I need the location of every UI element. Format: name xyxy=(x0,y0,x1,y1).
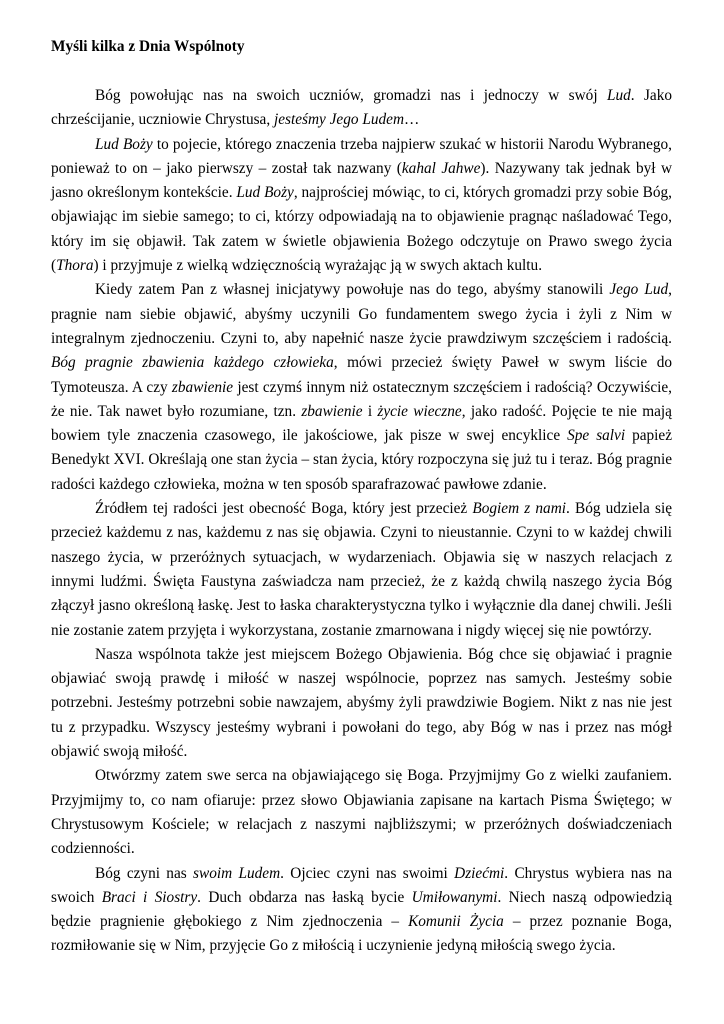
emphasis-text: zbawienie xyxy=(171,378,234,396)
text-run: . Ojciec czyni nas swoimi xyxy=(280,864,455,882)
text-run: Nasza wspólnota także jest miejscem Bożego Objawienia. Bóg chce się objawiać i pragnie objawiać swoją prawdę i miłość w naszej wspólnocie, poprzez nas samych. Jesteśmy sobie potrzebni. Jesteśmy potrzebni sobie nawzajem, abyśmy żyli prawdziwie Bogiem. Nikt z nas nie jest tu z przypadku. Wszyscy jesteśmy wybrani i powołani do tego, aby Bóg w nas i przez nas mógł objawić swoją miłość. xyxy=(51,645,672,761)
text-run: , mówi przecież święty Paweł w swym liście do Tymoteusza. A czy xyxy=(51,354,672,396)
paragraph xyxy=(51,133,672,279)
emphasis-text: Dziećmi xyxy=(454,864,505,882)
text-run: i xyxy=(362,402,378,420)
emphasis-text: Bogiem z nami xyxy=(472,500,566,518)
emphasis-text: jesteśmy Jego Ludem xyxy=(274,111,404,129)
text-run: . Duch obdarza nas łaską bycie xyxy=(197,888,412,906)
text-run: Kiedy zatem Pan z własnej inicjatywy powołuje nas do tego, abyśmy stanowili xyxy=(95,281,610,299)
text-run: ) i przyjmuje z wielką wdzięcznością wyrażając ją w swych aktach kultu. xyxy=(93,257,543,275)
text-run: . Chrystus wybiera nas na swoich xyxy=(51,864,672,906)
emphasis-text: swoim Ludem xyxy=(193,864,281,882)
text-run: Bóg powołując nas na swoich uczniów, gromadzi nas i jednoczy w swój xyxy=(95,87,607,104)
emphasis-text: Lud Boży xyxy=(95,135,153,153)
paragraph xyxy=(51,278,672,497)
text-run: … xyxy=(404,111,420,129)
emphasis-text: Lud Boży xyxy=(236,184,294,202)
text-run: . Jako chrześcijanie, uczniowie Chrystusa, xyxy=(51,87,672,129)
text-run: ). Nazywany tak jednak był w jasno określonym kontekście. xyxy=(51,159,672,202)
emphasis-text: życie wieczne xyxy=(377,402,462,420)
text-run: , pragnie nam siebie objawić, abyśmy uczynili Go fundamentem swego życia i żyli z Nim w integralnym zjednoczeniu. Czyni to, aby napełnić nasze życie prawdziwym szczęściem i radością. xyxy=(51,281,672,347)
text-run: – przez poznanie Boga, rozmiłowanie się w Nim, przyjęcie Go z miłością i uczynienie jedyną miłością swego życia. xyxy=(51,913,672,955)
emphasis-text: Braci i Siostry xyxy=(101,888,198,906)
text-run: Otwórzmy zatem swe serca na objawiającego się Boga. Przyjmijmy Go z wielki zaufaniem. Przyjmijmy to, co nam ofiaruje: przez słowo Objawiania zapisane na kartach Pisma Świętego; w Chrystusowym Kościele; w relacjach z naszymi najbliższymi; w przeróżnych doświadczeniach codzienności. xyxy=(51,767,672,858)
paragraph xyxy=(51,497,672,643)
emphasis-text: Bóg pragnie zbawienia każdego człowieka xyxy=(51,354,334,372)
paragraph xyxy=(51,764,672,861)
emphasis-text: Umiłowanymi xyxy=(411,888,498,906)
emphasis-text: kahal Jahwe xyxy=(401,159,481,177)
text-run: papież Benedykt XVI. Określają one stan życia – stan życia, który rozpoczyna się już tu i teraz. Bóg pragnie radości każdego człowieka, można w ten sposób sparafrazować pawłowe zdanie. xyxy=(51,427,673,493)
text-run: Bóg czyni nas xyxy=(95,864,194,882)
emphasis-text: Komunii Życia xyxy=(408,913,504,931)
text-run: . Niech naszą odpowiedzią będzie pragnienie głębokiego z Nim zjednoczenia – xyxy=(51,888,672,931)
emphasis-text: Jego Lud xyxy=(609,281,669,299)
text-run: Źródłem tej radości jest obecność Boga, który jest przecież xyxy=(95,500,473,518)
text-run: , najprościej mówiąc, to ci, których gromadzi przy sobie Bóg, objawiając im siebie samego; to ci, którzy odpowiadają na to objawienie pragnąc naśladować Tego, który im się objawił. Tak zatem w świetle objawienia Bożego odczytuje on Prawo swego życia ( xyxy=(51,184,672,275)
paragraph xyxy=(51,862,672,959)
paragraph xyxy=(51,84,672,133)
document-title: Myśli kilka z Dnia Wspólnoty xyxy=(51,38,245,55)
document-body xyxy=(51,84,672,959)
emphasis-text: Thora xyxy=(56,257,94,275)
emphasis-text: Lud xyxy=(606,87,631,104)
text-run: to pojecie, którego znaczenia trzeba najpierw szukać w historii Narodu Wybranego, ponieważ to on – jako pierwszy – został tak nazwany ( xyxy=(51,135,672,177)
text-run: , jako radość. Pojęcie te nie mają bowiem tyle znaczenia czasowego, ile jakościowe, jak pisze w swej encyklice xyxy=(51,402,672,445)
paragraph xyxy=(51,643,672,764)
emphasis-text: zbawienie xyxy=(301,402,363,420)
emphasis-text: Spe salvi xyxy=(567,427,626,445)
text-run: jest czymś innym niż ostatecznym szczęściem i radością? Oczywiście, że nie. Tak nawet było rozumiane, tzn. xyxy=(51,378,673,420)
text-run: . Bóg udziela się przecież każdemu z nas, każdemu z nas się objawia. Czyni to nieustannie. Czyni to w każdej chwili naszego życia, w przeróżnych sytuacjach, w wydarzeniach. Objawia się w naszych relacjach z innymi ludźmi. Święta Faustyna zaświadcza nam przecież, że z każdą chwilą naszego życia Bóg złączył jasno określoną łaskę. Jest to łaska charakterystyczna tylko i wyłącznie dla danej chwili. Jeśli nie zostanie zatem przyjęta i wykorzystana, zostanie zmarnowana i nigdy więcej się nie powtórzy. xyxy=(51,500,672,639)
